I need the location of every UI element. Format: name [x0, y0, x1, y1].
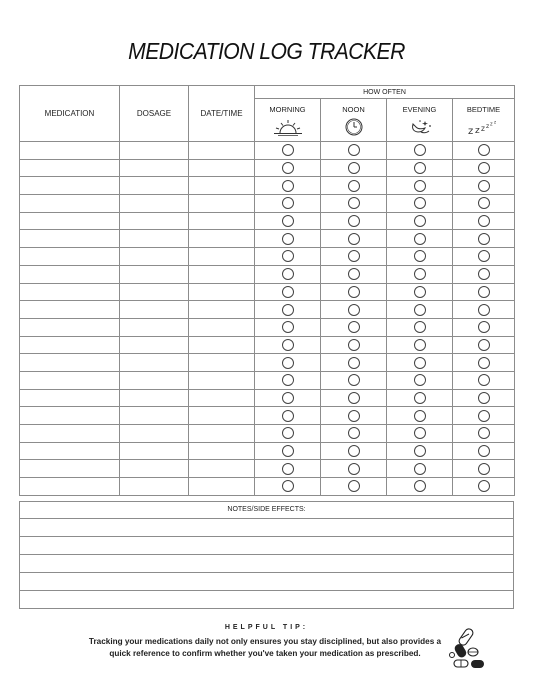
dosage-cell[interactable]	[120, 460, 189, 478]
morning-cell	[255, 301, 321, 319]
noon-checkbox[interactable]	[348, 339, 360, 351]
date-time-cell[interactable]	[189, 177, 255, 195]
dosage-cell[interactable]	[120, 318, 189, 336]
morning-checkbox[interactable]	[282, 445, 294, 457]
svg-text:z: z	[493, 119, 496, 125]
noon-cell	[321, 142, 387, 160]
evening-label: EVENING	[402, 105, 437, 114]
noon-cell	[321, 407, 387, 425]
evening-cell	[387, 177, 453, 195]
svg-text:z: z	[489, 121, 493, 128]
table-row	[20, 142, 515, 160]
dosage-cell[interactable]	[120, 354, 189, 372]
medication-cell[interactable]	[20, 407, 120, 425]
date-time-cell[interactable]	[189, 442, 255, 460]
morning-checkbox[interactable]	[282, 144, 294, 156]
medication-cell[interactable]	[20, 142, 120, 160]
date-time-cell[interactable]	[189, 283, 255, 301]
noon-cell	[321, 354, 387, 372]
bedtime-checkbox[interactable]	[478, 233, 490, 245]
morning-cell	[255, 159, 321, 177]
table-row	[20, 301, 515, 319]
bedtime-cell	[453, 283, 515, 301]
bedtime-cell	[453, 407, 515, 425]
morning-label: MORNING	[269, 105, 306, 114]
sunrise-icon	[273, 118, 303, 136]
evening-cell	[387, 195, 453, 213]
medication-cell[interactable]	[20, 177, 120, 195]
medication-cell[interactable]	[20, 283, 120, 301]
notes-line[interactable]	[20, 573, 513, 591]
dosage-cell[interactable]	[120, 265, 189, 283]
morning-checkbox[interactable]	[282, 339, 294, 351]
date-time-cell[interactable]	[189, 336, 255, 354]
morning-cell	[255, 442, 321, 460]
evening-cell	[387, 371, 453, 389]
morning-cell	[255, 212, 321, 230]
bedtime-checkbox[interactable]	[478, 162, 490, 174]
bedtime-cell	[453, 265, 515, 283]
evening-cell	[387, 248, 453, 266]
evening-checkbox[interactable]	[414, 445, 426, 457]
morning-cell	[255, 354, 321, 372]
noon-checkbox[interactable]	[348, 392, 360, 404]
morning-checkbox[interactable]	[282, 233, 294, 245]
dosage-cell[interactable]	[120, 407, 189, 425]
bedtime-checkbox[interactable]	[478, 480, 490, 492]
bedtime-checkbox[interactable]	[478, 392, 490, 404]
table-row	[20, 354, 515, 372]
date-time-cell[interactable]	[189, 142, 255, 160]
date-time-cell[interactable]	[189, 354, 255, 372]
morning-cell	[255, 460, 321, 478]
evening-cell	[387, 142, 453, 160]
moon-stars-icon	[407, 118, 433, 136]
date-time-cell[interactable]	[189, 389, 255, 407]
bedtime-checkbox[interactable]	[478, 427, 490, 439]
evening-checkbox[interactable]	[414, 304, 426, 316]
noon-checkbox[interactable]	[348, 197, 360, 209]
morning-checkbox[interactable]	[282, 286, 294, 298]
bedtime-cell	[453, 159, 515, 177]
noon-checkbox[interactable]	[348, 374, 360, 386]
medication-cell[interactable]	[20, 195, 120, 213]
bedtime-cell	[453, 442, 515, 460]
bedtime-checkbox[interactable]	[478, 445, 490, 457]
noon-cell	[321, 212, 387, 230]
morning-checkbox[interactable]	[282, 250, 294, 262]
bedtime-checkbox[interactable]	[478, 286, 490, 298]
bedtime-cell	[453, 177, 515, 195]
evening-checkbox[interactable]	[414, 197, 426, 209]
bedtime-cell	[453, 478, 515, 496]
morning-cell	[255, 407, 321, 425]
table-row	[20, 407, 515, 425]
clock-icon	[344, 118, 364, 136]
table-row	[20, 283, 515, 301]
evening-checkbox[interactable]	[414, 286, 426, 298]
bedtime-cell	[453, 425, 515, 443]
dosage-cell[interactable]	[120, 195, 189, 213]
morning-cell	[255, 425, 321, 443]
evening-cell	[387, 301, 453, 319]
dosage-cell[interactable]	[120, 371, 189, 389]
dosage-cell[interactable]	[120, 425, 189, 443]
noon-label: NOON	[342, 105, 365, 114]
morning-checkbox[interactable]	[282, 215, 294, 227]
evening-cell	[387, 336, 453, 354]
notes-line[interactable]	[20, 537, 513, 555]
medication-cell[interactable]	[20, 442, 120, 460]
evening-checkbox[interactable]	[414, 162, 426, 174]
morning-checkbox[interactable]	[282, 197, 294, 209]
noon-checkbox[interactable]	[348, 162, 360, 174]
noon-checkbox[interactable]	[348, 233, 360, 245]
table-row	[20, 159, 515, 177]
medication-cell[interactable]	[20, 354, 120, 372]
table-row	[20, 478, 515, 496]
evening-cell	[387, 230, 453, 248]
morning-cell	[255, 318, 321, 336]
evening-cell	[387, 159, 453, 177]
column-header-date-time: DATE/TIME	[189, 86, 255, 142]
medication-cell[interactable]	[20, 159, 120, 177]
noon-cell	[321, 336, 387, 354]
morning-checkbox[interactable]	[282, 374, 294, 386]
date-time-cell[interactable]	[189, 159, 255, 177]
noon-checkbox[interactable]	[348, 286, 360, 298]
dosage-cell[interactable]	[120, 283, 189, 301]
evening-cell	[387, 354, 453, 372]
column-header-medication: MEDICATION	[20, 86, 120, 142]
noon-cell	[321, 283, 387, 301]
morning-checkbox[interactable]	[282, 410, 294, 422]
morning-checkbox[interactable]	[282, 304, 294, 316]
table-row	[20, 371, 515, 389]
bedtime-cell	[453, 318, 515, 336]
bedtime-cell	[453, 336, 515, 354]
date-time-cell[interactable]	[189, 230, 255, 248]
evening-checkbox[interactable]	[414, 427, 426, 439]
noon-cell	[321, 318, 387, 336]
date-time-cell[interactable]	[189, 425, 255, 443]
dosage-cell[interactable]	[120, 478, 189, 496]
bedtime-cell	[453, 212, 515, 230]
bedtime-checkbox[interactable]	[478, 339, 490, 351]
how-often-header: HOW OFTEN	[255, 86, 515, 99]
evening-checkbox[interactable]	[414, 144, 426, 156]
table-row	[20, 460, 515, 478]
noon-checkbox[interactable]	[348, 445, 360, 457]
medication-cell[interactable]	[20, 336, 120, 354]
date-time-cell[interactable]	[189, 318, 255, 336]
morning-cell	[255, 248, 321, 266]
notes-side-effects-box	[19, 501, 514, 609]
noon-cell	[321, 442, 387, 460]
column-header-noon	[321, 99, 387, 142]
evening-checkbox[interactable]	[414, 250, 426, 262]
bedtime-checkbox[interactable]	[478, 250, 490, 262]
noon-cell	[321, 265, 387, 283]
bedtime-cell	[453, 354, 515, 372]
date-time-cell[interactable]	[189, 301, 255, 319]
morning-cell	[255, 177, 321, 195]
noon-cell	[321, 425, 387, 443]
dosage-cell[interactable]	[120, 212, 189, 230]
helpful-tip-heading: HELPFUL TIP:	[224, 624, 309, 631]
bedtime-cell	[453, 371, 515, 389]
svg-text:z: z	[485, 123, 489, 130]
evening-cell	[387, 407, 453, 425]
noon-cell	[321, 301, 387, 319]
medication-cell[interactable]	[20, 265, 120, 283]
table-row	[20, 389, 515, 407]
svg-text:z: z	[467, 126, 473, 136]
bedtime-checkbox[interactable]	[478, 144, 490, 156]
zzz-icon	[467, 118, 501, 136]
evening-checkbox[interactable]	[414, 339, 426, 351]
morning-checkbox[interactable]	[282, 180, 294, 192]
notes-line[interactable]	[20, 591, 513, 608]
morning-checkbox[interactable]	[282, 268, 294, 280]
bedtime-cell	[453, 142, 515, 160]
morning-checkbox[interactable]	[282, 392, 294, 404]
evening-cell	[387, 389, 453, 407]
column-header-evening	[387, 99, 453, 142]
medication-cell[interactable]	[20, 318, 120, 336]
medication-cell[interactable]	[20, 230, 120, 248]
date-time-cell[interactable]	[189, 478, 255, 496]
noon-cell	[321, 371, 387, 389]
bedtime-cell	[453, 195, 515, 213]
evening-cell	[387, 478, 453, 496]
svg-text:z: z	[474, 126, 480, 136]
evening-cell	[387, 318, 453, 336]
evening-checkbox[interactable]	[414, 392, 426, 404]
evening-cell	[387, 283, 453, 301]
evening-checkbox[interactable]	[414, 410, 426, 422]
medication-log-table	[19, 85, 515, 496]
evening-cell	[387, 425, 453, 443]
medication-cell[interactable]	[20, 301, 120, 319]
noon-checkbox[interactable]	[348, 463, 360, 475]
evening-checkbox[interactable]	[414, 480, 426, 492]
bedtime-cell	[453, 248, 515, 266]
noon-cell	[321, 248, 387, 266]
evening-checkbox[interactable]	[414, 180, 426, 192]
table-row	[20, 442, 515, 460]
pills-illustration	[446, 626, 488, 672]
dosage-cell[interactable]	[120, 230, 189, 248]
noon-checkbox[interactable]	[348, 144, 360, 156]
noon-checkbox[interactable]	[348, 180, 360, 192]
dosage-cell[interactable]	[120, 177, 189, 195]
noon-checkbox[interactable]	[348, 480, 360, 492]
medication-cell[interactable]	[20, 371, 120, 389]
morning-cell	[255, 283, 321, 301]
dosage-cell[interactable]	[120, 301, 189, 319]
noon-checkbox[interactable]	[348, 268, 360, 280]
table-row	[20, 248, 515, 266]
noon-checkbox[interactable]	[348, 410, 360, 422]
morning-checkbox[interactable]	[282, 357, 294, 369]
evening-checkbox[interactable]	[414, 374, 426, 386]
date-time-cell[interactable]	[189, 407, 255, 425]
bedtime-cell	[453, 301, 515, 319]
evening-checkbox[interactable]	[414, 321, 426, 333]
evening-cell	[387, 212, 453, 230]
morning-cell	[255, 336, 321, 354]
morning-checkbox[interactable]	[282, 427, 294, 439]
dosage-cell[interactable]	[120, 442, 189, 460]
morning-cell	[255, 230, 321, 248]
date-time-cell[interactable]	[189, 371, 255, 389]
dosage-cell[interactable]	[120, 389, 189, 407]
evening-checkbox[interactable]	[414, 357, 426, 369]
bedtime-checkbox[interactable]	[478, 215, 490, 227]
date-time-cell[interactable]	[189, 212, 255, 230]
column-header-bedtime	[453, 99, 515, 142]
table-row	[20, 318, 515, 336]
bedtime-label: BEDTIME	[466, 105, 501, 114]
noon-checkbox[interactable]	[348, 250, 360, 262]
dosage-cell[interactable]	[120, 159, 189, 177]
notes-label: NOTES/SIDE EFFECTS:	[20, 502, 513, 519]
noon-checkbox[interactable]	[348, 215, 360, 227]
evening-cell	[387, 442, 453, 460]
column-header-morning	[255, 99, 321, 142]
medication-cell[interactable]	[20, 389, 120, 407]
column-header-dosage: DOSAGE	[120, 86, 189, 142]
morning-cell	[255, 142, 321, 160]
bedtime-cell	[453, 460, 515, 478]
medication-cell[interactable]	[20, 478, 120, 496]
notes-line[interactable]	[20, 555, 513, 573]
medication-cell[interactable]	[20, 248, 120, 266]
morning-cell	[255, 265, 321, 283]
bedtime-checkbox[interactable]	[478, 321, 490, 333]
bedtime-checkbox[interactable]	[478, 463, 490, 475]
bedtime-cell	[453, 230, 515, 248]
noon-cell	[321, 478, 387, 496]
bedtime-cell	[453, 389, 515, 407]
noon-checkbox[interactable]	[348, 357, 360, 369]
evening-cell	[387, 460, 453, 478]
noon-checkbox[interactable]	[348, 304, 360, 316]
morning-checkbox[interactable]	[282, 321, 294, 333]
table-row	[20, 212, 515, 230]
medication-cell[interactable]	[20, 212, 120, 230]
evening-checkbox[interactable]	[414, 268, 426, 280]
medication-cell[interactable]	[20, 425, 120, 443]
bedtime-checkbox[interactable]	[478, 197, 490, 209]
bedtime-checkbox[interactable]	[478, 410, 490, 422]
noon-cell	[321, 230, 387, 248]
dosage-cell[interactable]	[120, 336, 189, 354]
date-time-cell[interactable]	[189, 195, 255, 213]
evening-checkbox[interactable]	[414, 463, 426, 475]
table-row	[20, 425, 515, 443]
table-row	[20, 177, 515, 195]
morning-checkbox[interactable]	[282, 463, 294, 475]
svg-text:z: z	[480, 124, 485, 133]
morning-cell	[255, 371, 321, 389]
noon-cell	[321, 389, 387, 407]
helpful-tip-text: Tracking your medications daily not only ensures you stay disciplined, but also provides a quick reference to confirm whether you've taken your medication as prescribed.	[88, 637, 442, 658]
morning-cell	[255, 478, 321, 496]
bedtime-checkbox[interactable]	[478, 180, 490, 192]
evening-cell	[387, 265, 453, 283]
bedtime-checkbox[interactable]	[478, 374, 490, 386]
table-row	[20, 336, 515, 354]
table-row	[20, 195, 515, 213]
noon-checkbox[interactable]	[348, 427, 360, 439]
morning-checkbox[interactable]	[282, 162, 294, 174]
date-time-cell[interactable]	[189, 460, 255, 478]
noon-cell	[321, 177, 387, 195]
noon-cell	[321, 460, 387, 478]
notes-line[interactable]	[20, 519, 513, 537]
bedtime-checkbox[interactable]	[478, 304, 490, 316]
noon-cell	[321, 159, 387, 177]
table-row	[20, 265, 515, 283]
date-time-cell[interactable]	[189, 265, 255, 283]
date-time-cell[interactable]	[189, 248, 255, 266]
morning-cell	[255, 389, 321, 407]
medication-cell[interactable]	[20, 460, 120, 478]
noon-cell	[321, 195, 387, 213]
evening-checkbox[interactable]	[414, 215, 426, 227]
bedtime-checkbox[interactable]	[478, 268, 490, 280]
dosage-cell[interactable]	[120, 142, 189, 160]
bedtime-checkbox[interactable]	[478, 357, 490, 369]
dosage-cell[interactable]	[120, 248, 189, 266]
noon-checkbox[interactable]	[348, 321, 360, 333]
evening-checkbox[interactable]	[414, 233, 426, 245]
morning-cell	[255, 195, 321, 213]
page-title: MEDICATION LOG TRACKER	[128, 38, 405, 64]
morning-checkbox[interactable]	[282, 480, 294, 492]
table-row	[20, 230, 515, 248]
